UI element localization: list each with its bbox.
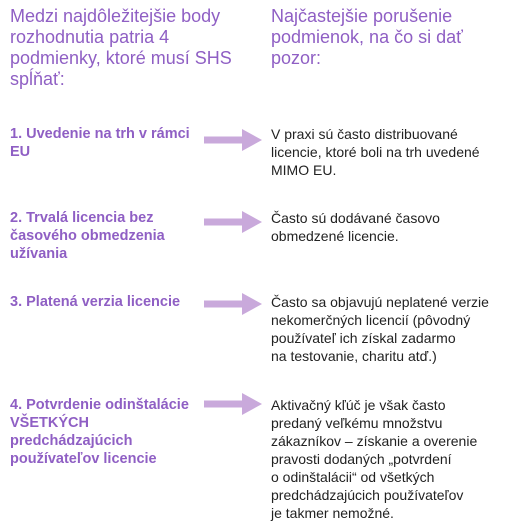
arrow-right-icon xyxy=(204,392,262,416)
arrow-right-icon xyxy=(204,292,262,316)
violation-4: Aktivačný kľúč je však často predaný veľkému množstvu zákazníkov – získanie a overenie pravosti dodaných „potvrdení o odinštalácii“ od všetkých predchádzajúcich používateľov je takmer nemožné. xyxy=(271,397,478,521)
violation-2: Často sú dodávané časovo obmedzené licencie. xyxy=(271,210,440,244)
condition-1: 1. Uvedenie na trh v rámci EU xyxy=(10,126,190,160)
arrow-right-icon xyxy=(204,210,262,234)
header-conditions: Medzi najdôležitejšie body rozhodnutia patria 4 podmienky, ktoré musí SHS spĺňať: xyxy=(10,6,232,89)
header-violations: Najčastejšie porušenie podmienok, na čo si dať pozor: xyxy=(271,6,463,68)
arrow-right-icon xyxy=(204,128,262,152)
violation-1: V praxi sú často distribuované licencie, ktoré boli na trh uvedené MIMO EU. xyxy=(271,126,480,178)
condition-4: 4. Potvrdenie odinštalácie VŠETKÝCH predchádzajúcich používateľov licencie xyxy=(10,397,189,467)
condition-2: 2. Trvalá licencia bez časového obmedzenia užívania xyxy=(10,210,165,262)
condition-3: 3. Platená verzia licencie xyxy=(10,294,181,310)
violation-3: Často sa objavujú neplatené verzie nekomerčných licencií (pôvodný používateľ ich získal zadarmo na testovanie, charitu atď.) xyxy=(271,294,489,364)
